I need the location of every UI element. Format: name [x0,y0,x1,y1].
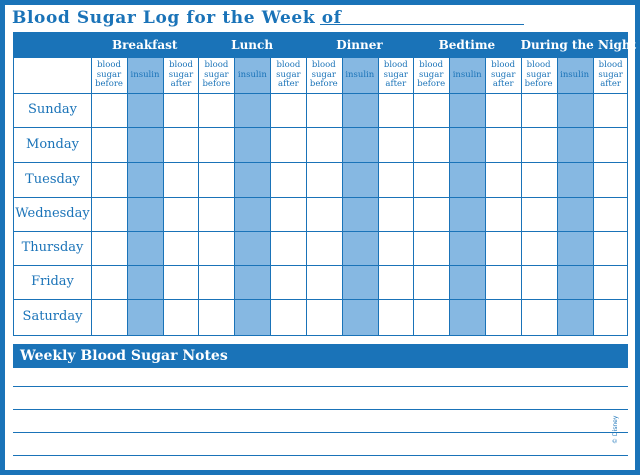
day-label: Wednesday [15,206,90,221]
row-divider [14,231,627,232]
blood-sugar-subheader: blood sugar after [383,60,408,89]
note-line[interactable] [13,386,628,387]
meal-label: During the Night [520,38,637,52]
blood-sugar-subheader: blood sugar after [598,60,623,89]
blood-sugar-subheader: blood sugar after [276,60,301,89]
insulin-subheader: insulin [237,70,267,80]
blood-sugar-subheader: blood sugar before [95,60,123,89]
blood-sugar-subheader: blood sugar before [202,60,231,89]
meal-label: Breakfast [111,38,178,52]
notes-header-band [13,344,628,368]
meal-label: Dinner [336,38,383,52]
insulin-subheader: insulin [452,70,482,80]
note-line[interactable] [13,409,628,410]
meal-label: Bedtime [438,38,496,52]
row-divider [14,265,627,266]
week-of-blank-line[interactable] [320,24,524,25]
day-label: Saturday [22,309,83,324]
title-row [12,6,342,28]
row-divider [14,299,627,300]
insulin-subheader: insulin [560,70,590,80]
insulin-subheader: insulin [130,70,160,80]
blood-sugar-subheader: blood sugar after [168,60,194,89]
row-divider [14,93,627,94]
day-label: Friday [31,274,74,289]
blood-sugar-subheader: blood sugar before [309,60,338,89]
note-line[interactable] [13,455,628,456]
blood-sugar-subheader: blood sugar after [490,60,516,89]
page-title: Blood Sugar Log for the Week of [12,8,342,28]
insulin-subheader: insulin [345,70,375,80]
row-divider [14,162,627,163]
note-line[interactable] [13,432,628,433]
notes-title: Weekly Blood Sugar Notes [20,348,228,364]
day-label: Tuesday [25,171,80,187]
row-divider [14,127,627,128]
row-divider [14,197,627,198]
copyright-notice: © Disney [612,415,619,444]
day-label: Sunday [27,102,78,117]
day-label: Monday [26,136,79,152]
day-label: Thursday [21,240,84,255]
blood-sugar-subheader: blood sugar before [524,60,553,89]
log-table [13,32,637,336]
blood-sugar-subheader: blood sugar before [417,60,446,89]
meal-label: Lunch [231,38,274,52]
